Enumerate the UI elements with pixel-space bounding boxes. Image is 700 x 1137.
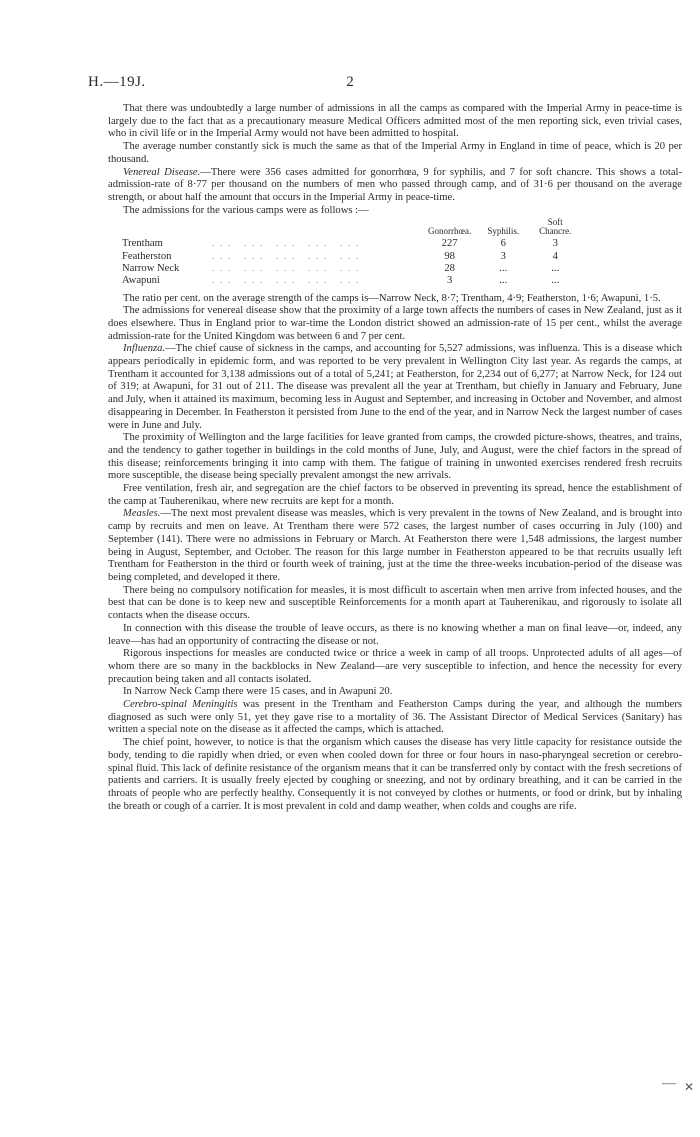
table-row	[122, 275, 581, 287]
leader-dots: ... ... ... ... ...	[212, 239, 364, 249]
paragraph: The average number constantly sick is much the same as that of the Imperial Army in England in time of peace, which is 20 per thousand.	[108, 141, 682, 165]
gonorrhoea-count: 227	[441, 238, 458, 250]
table-row	[122, 263, 581, 275]
camp-name: Awapuni	[122, 275, 160, 287]
margin-dash-mark: —	[662, 1076, 676, 1091]
margin-cross-mark: ✕	[684, 1080, 695, 1094]
paragraph: Cerebro-spinal Meningitis was present in the Trentham and Featherston Camps during the year, and although the numbers diagnosed as such were only 51, yet they gave rise to a mortality of 36. The Assistant Director of Medical Services (Sanitary) has written a special note on the disease as it affected the camps, which is attached.	[108, 699, 682, 736]
section-heading: Measles.	[123, 508, 161, 520]
table-row	[122, 251, 581, 263]
gonorrhoea-count: 28	[444, 262, 455, 274]
paragraph: The chief point, however, to notice is that the organism which causes the disease has very little capacity for resistance outside the body, tending to die rapidly when dried, or even when cooled down for three or four hours in naso-pharyngeal secretion or cerebro-spinal fluid. This lack of definite resistance of the organism means that it can be transferred only by contact with the fresh secretions of patients and carriers. It is usually freely ejected by coughing or sneezing, and not by ordinary breathing, and it can be carried in the throats of people who are perfectly healthy. Consequently it is not conveyed by clothes or hutments, or food or drink, but by inhaling the breath or cough of a carrier. It is most prevalent in cold and damp weather, when colds and coughs are rife.	[108, 737, 682, 812]
gonorrhoea-count: 98	[444, 250, 455, 262]
page-header	[88, 74, 612, 94]
section-heading: Influenza.	[123, 343, 166, 355]
paragraph: Measles.—The next most prevalent disease was measles, which is very prevalent in the towns of New Zealand, and is brought into camp by recruits and men on leave. At Trentham there were 572 cases, the largest number of cases occurring in July (100) and September (141). There were no admissions in February or March. At Featherston there were 1,548 admissions, the largest number being in August, September, and October. The reason for this large number in Featherston appeared to be that recruits usually left Trentham for Featherston in the third or fourth week of training, just at the time the three-weeks incubation-period of the disease was being completed, and developed it there.	[108, 508, 682, 583]
paragraph: Influenza.—The chief cause of sickness in the camps, and accounting for 5,527 admissions, was influenza. This is a disease which appears periodically in epidemic form, and was reported to be very prevalent in Wellington City last year. As regards the camps, at Trentham it accounted for 3,138 admissions out of a total of 5,241; at Featherston, for 2,234 out of 6,277; at Narrow Neck, for 124 out of 319; at Awapuni, for 31 out of 211. The disease was prevalent all the year at Trentham, but chiefly in January and February, June and July, when it attained its maximum, becoming less in August and September, and increasing in October and November, and almost disappearing in December. In Featherston it persisted from June to the end of the year, and in Narrow Neck the largest number of cases were in June and July.	[108, 343, 682, 431]
syphilis-count: 3	[500, 250, 506, 262]
column-header: Gonorrhœa.	[428, 226, 472, 237]
paragraph: The ratio per cent. on the average strength of the camps is—Narrow Neck, 8·7; Trentham, 4·9; Featherston, 1·6; Awapuni, 1·5.	[123, 292, 661, 304]
soft-chancre-count: ...	[551, 275, 560, 287]
camp-name: Narrow Neck	[122, 262, 180, 274]
paragraph: The admissions for venereal disease show that the proximity of a large town affects the numbers of cases in New Zealand, just as it does elsewhere. Thus in England prior to war-time the London district showed an admission-rate of 15 per cent., whilst the average admission-rate for the United Kingdom was between 6 and 7 per cent.	[108, 305, 682, 342]
column-header: Soft Chancre.	[539, 217, 572, 237]
paragraph: Free ventilation, fresh air, and segregation are the chief factors to be observed in preventing its spread, hence the establishment of the camp at Tauherenikau, where new recruits are kept for a month.	[108, 483, 682, 507]
column-header: Syphilis.	[487, 226, 520, 237]
section-heading: Cerebro-spinal Meningitis	[123, 699, 238, 711]
gonorrhoea-count: 3	[446, 275, 453, 287]
soft-chancre-count: ...	[551, 262, 560, 274]
body-text	[108, 103, 682, 813]
paragraph: In connection with this disease the trouble of leave occurs, as there is no knowing whether a man on final leave—or, indeed, any leave—has had an opportunity of contracting the disease or not.	[108, 622, 682, 647]
table-header-row	[122, 218, 581, 238]
leader-dots: ... ... ... ... ...	[212, 276, 364, 286]
syphilis-count: ...	[499, 262, 508, 274]
page-number: 2	[346, 74, 354, 90]
camp-name: Trentham	[122, 238, 163, 250]
camp-name: Featherston	[122, 250, 172, 262]
paragraph: Rigorous inspections for measles are conducted twice or thrice a week in camp of all troops. Unprotected adults of all ages—of whom there are so many in the backblocks in New Zealand—are very susceptible to infection, and hence the necessity for every precaution being taken and all contacts isolated.	[108, 648, 682, 685]
leader-dots: ... ... ... ... ...	[212, 251, 364, 261]
paragraph: That there was undoubtedly a large number of admissions in all the camps as compared with the Imperial Army in peace-time is largely due to the fact that as a precautionary measure Medical Officers admitted most of the men reporting sick, even trivial cases, who in civil life or in the Imperial Army would not have been admitted to hospital.	[108, 103, 682, 140]
document-reference: H.—19J.	[88, 74, 146, 90]
paragraph: The proximity of Wellington and the large facilities for leave granted from camps, the crowded picture-shows, theatres, and trains, and the tendency to gather together in buildings in the cold months of June, July, and August, were the chief factors in the spread of this disease; reinforcements bringing it into camp with them. The fatigue of training in unwonted exercises rendered fresh recruits more susceptible, the disease being specially prevalent amongst the new arrivals.	[108, 432, 682, 482]
paragraph: There being no compulsory notification for measles, it is most difficult to ascertain when men arrive from infected houses, and the best that can be done is to keep new and susceptible Reinforcements for a month apart at Tauherenikau, and rigorously to isolate all contacts when the disease occurs.	[108, 584, 682, 622]
admissions-table	[122, 218, 581, 287]
paragraph: In Narrow Neck Camp there were 15 cases, and in Awapuni 20.	[123, 686, 393, 698]
leader-dots: ... ... ... ... ...	[212, 263, 364, 273]
paragraph: The admissions for the various camps were as follows :—	[123, 204, 369, 216]
syphilis-count: 6	[500, 238, 506, 250]
syphilis-count: ...	[499, 275, 508, 287]
soft-chancre-count: 3	[552, 238, 558, 250]
section-heading: Venereal Disease.	[123, 166, 201, 178]
soft-chancre-count: 4	[552, 250, 558, 262]
table-row	[122, 238, 581, 250]
paragraph: Venereal Disease.—There were 356 cases admitted for gonorrhœa, 9 for syphilis, and 7 for soft chancre. This shows a total-admission-rate of 8·77 per thousand on the numbers of men who passed through camp, and of 31·6 per thousand on the average strength, or about half the amount that occurs in the Imperial Army in peace-time.	[108, 166, 682, 203]
